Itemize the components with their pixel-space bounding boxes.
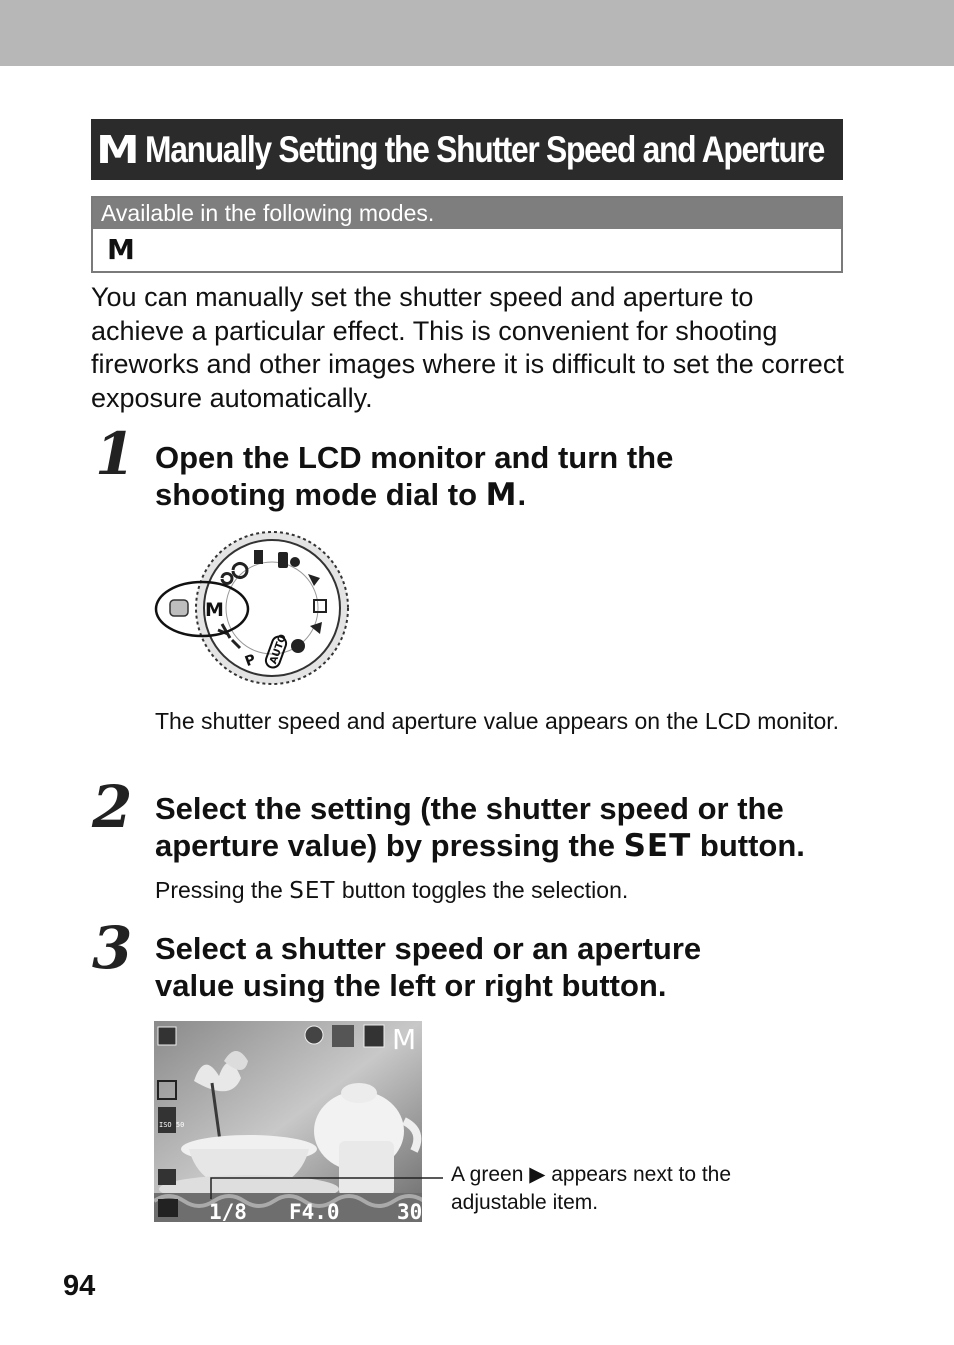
step-1-heading [155,439,855,514]
step-2-note-start: Pressing the [155,877,283,903]
lcd-top-icons [305,1025,384,1047]
step-1-heading-end: . [517,477,527,512]
step-2-note-end: button toggles the selection. [341,877,629,903]
step-2-heading-line2: aperture value) by pressing the [155,828,615,863]
available-mode-value: M [107,233,135,266]
callout-line1-start: A green [451,1163,524,1186]
step-1-mode-glyph: M [485,477,518,513]
callout-line1-end: appears next to the [551,1163,732,1186]
step-number-2: 2 [92,773,133,841]
step-1-heading-line2: shooting mode dial to [155,477,478,512]
dial-label-auto: AUTO [268,632,290,666]
step-1-note: The shutter speed and aperture value appears on the LCD monitor. [155,708,840,734]
dial-pointer-icon [170,600,188,616]
lcd-iso-indicator: ISO 50 [159,1121,185,1129]
mode-dial-illustration [150,528,350,690]
available-modes-box [91,196,843,273]
lcd-callout-text [451,1161,811,1217]
lcd-shots-remaining: 30 [397,1200,422,1222]
dial-label-p: P [242,651,259,671]
step-1-heading-line1: Open the LCD monitor and turn the [155,440,674,475]
lcd-battery-icon [158,1199,178,1217]
step-3-heading-line2: value using the left or right button. [155,968,667,1003]
lcd-shutter-speed: 1/8 [209,1200,247,1222]
dial-selected-mode: M [205,599,224,621]
step-2-note [155,875,845,907]
callout-leader-line [205,1173,445,1201]
step-3-heading-line1: Select a shutter speed or an aperture [155,931,702,966]
section-title: Manually Setting the Shutter Speed and Aperture [144,128,824,170]
manual-mode-icon: M [96,127,140,172]
green-arrow-icon: ▶ [529,1163,546,1186]
step-2-heading-end: button. [691,828,805,863]
lcd-aperture-value: F4.0 [289,1200,340,1222]
section-title-bar [91,119,843,180]
intro-paragraph: You can manually set the shutter speed and aperture to achieve a particular effect. This is convenient for shooting fireworks and other images where it is difficult to set the correct exposure automatically. [91,282,844,413]
top-band [0,0,954,66]
set-button-icon-small: SET [289,878,336,904]
step-number-1: 1 [95,420,136,488]
step-2-heading-line1: Select the setting (the shutter speed or the [155,791,784,826]
page-number: 94 [63,1270,96,1302]
lcd-mode-indicator: M [392,1023,417,1056]
callout-line2: adjustable item. [451,1191,599,1214]
step-2-heading [155,790,855,865]
available-modes-label: Available in the following modes. [93,198,841,229]
step-number-3: 3 [92,914,133,982]
step-3-heading [155,930,855,1004]
set-button-icon: SET [623,828,692,864]
